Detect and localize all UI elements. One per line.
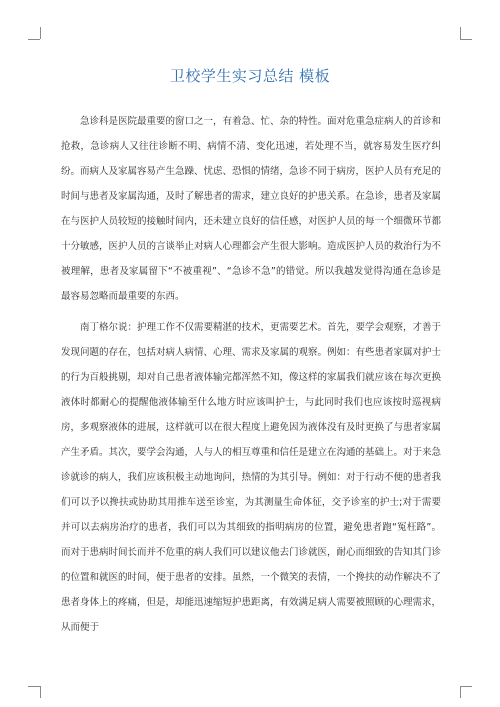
crop-mark-top-left-h (28, 39, 40, 40)
crop-mark-top-right-h (460, 39, 472, 40)
paragraph-1: 急诊科是医院最重要的窗口之一，有着急、忙、杂的特性。面对危重急症病人的首诊和抢救，急诊病人又往往诊断不明、病情不清、变化迅速，若处理不当，就容易发生医疗纠纷。而病人及家属容易产生急躁、忧虑、恐惧的情绪，急诊不同于病房，医护人员有充足的时间与患者及家属沟通，及时了解患者的需求，建立良好的护患关系。在急诊，患者及家属在与医护人员较短的接触时间内，还未建立良好的信任感，对医护人员的每一个细微环节都十分敏感，医护人员的言谈举止对病人心理都会产生很大影响。造成医护人员的救治行为不被理解，患者及家属留下“不被重视”、“急诊不急”的错觉。所以我越发觉得沟通在急诊是最容易忽略而最重要的东西。 (61, 116, 442, 302)
crop-mark-bottom-left-v (40, 686, 41, 698)
crop-mark-top-right-v (460, 27, 461, 39)
crop-mark-bottom-right-v (460, 686, 461, 698)
document-body (61, 109, 441, 646)
crop-mark-top-left-v (40, 27, 41, 39)
paragraph-2: 南丁格尔说：护理工作不仅需要精湛的技术，更需要艺术。首先，要学会观察，才善于发现问题的存在，包括对病人病情、心理、需求及家属的观察。例如：有些患者家属对护士的行为百般挑剔，却对自己患者液体输完都浑然不知，像这样的家属我们就应该在每次更换液体时都耐心的提醒他液体输至什么地方时应该叫护士，与此同时我们也应该按时巡视病房，多观察液体的进展，这样就可以在很大程度上避免因为液体没有及时更换了与患者家属产生矛盾。其次，要学会沟通，人与人的相互尊重和信任是建立在沟通的基础上。对于来急诊就诊的病人，我们应该积极主动地询问，热情的为其引导。例如：对于行动不便的患者我们可以予以搀扶或协助其用推车送至诊室，为其测量生命体征，交予诊室的护士;对于需要并可以去病房治疗的患者，我们可以为其细致的指明病房的位置，避免患者跑“冤枉路”。而对于患病时间长而并不危重的病人我们可以建议他去门诊就医，耐心而细致的告知其门诊的位置和就医的时间，便于患者的安排。虽然，一个微笑的表情，一个搀扶的动作解决不了患者身体上的疼痛，但是，却能迅速缩短护患距离，有效满足病人需要被照顾的心理需求，从而便于 (61, 322, 442, 633)
crop-mark-bottom-left-h (28, 686, 40, 687)
document-title: 卫校学生实习总结 模板 (169, 67, 331, 85)
crop-mark-bottom-right-h (460, 686, 472, 687)
